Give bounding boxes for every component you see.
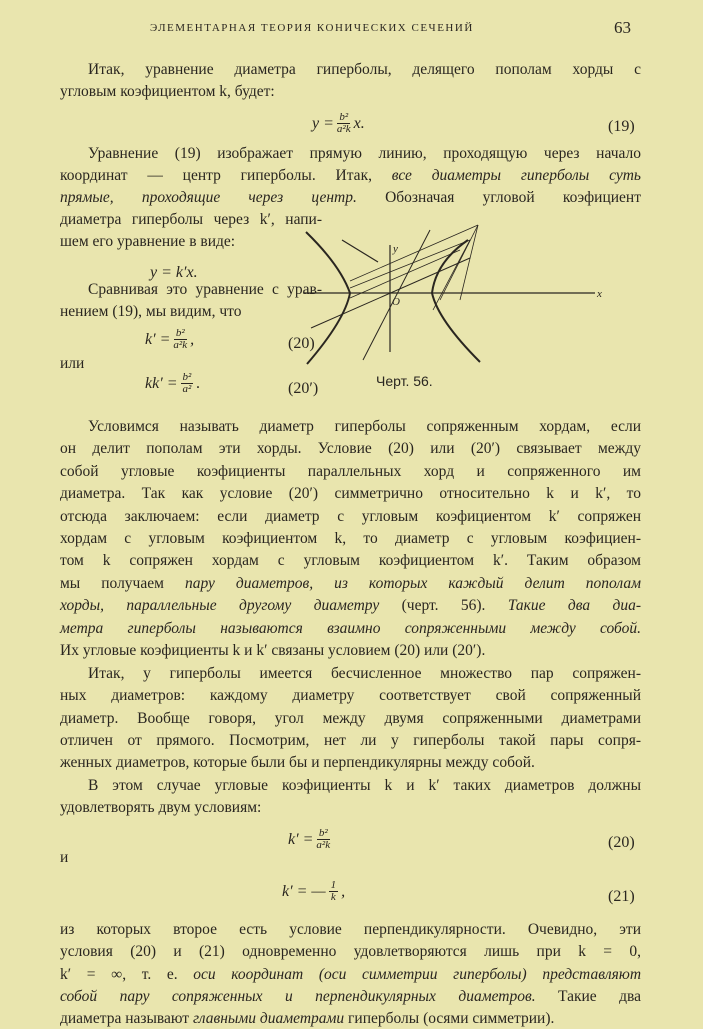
- text-segment: Условимся называть диаметр гиперболы сопряженным хордам, если: [88, 418, 641, 435]
- equation-y-kx: y = k′x.: [150, 264, 198, 281]
- equation-label: (20): [288, 335, 315, 352]
- eq-rhs: ,: [190, 330, 195, 348]
- text-segment: Итак, уравнение диаметра гиперболы, делящего пополам хорды с: [88, 61, 641, 78]
- denominator: a²k: [173, 339, 188, 351]
- text-segment: отличен от прямого. Посмотрим, нет ли у гиперболы такой пары сопря-: [60, 732, 641, 749]
- eq-rhs: ,: [341, 882, 346, 900]
- italic-text: оси координат (оси симметрии гиперболы) представляют: [193, 966, 642, 983]
- eq-lhs: kk′ =: [145, 374, 178, 392]
- running-title: ЭЛЕМЕНТАРНАЯ ТЕОРИЯ КОНИЧЕСКИХ СЕЧЕНИЙ: [150, 22, 474, 34]
- italic-text: пару диаметров, из которых каждый делит пополам: [184, 575, 641, 592]
- text-segment: диаметра гиперболы через k′, напи-: [60, 211, 322, 228]
- text-segment: Такие два: [535, 988, 641, 1005]
- text-segment: координат — центр гиперболы. Итак,: [60, 167, 392, 184]
- x-axis-label: x: [597, 288, 602, 300]
- text-segment: он делит пополам эти хорды. Условие (20) или (20′) связывает между: [60, 440, 641, 457]
- equation-label: (21): [608, 888, 635, 905]
- numerator: b²: [182, 371, 192, 383]
- text-segment: собой угловые коэфициенты параллельных хорд и сопряженного им: [60, 463, 641, 480]
- text-segment: ных диаметров: каждому диаметру соответствует свой сопряженный: [60, 687, 641, 704]
- numerator: 1: [330, 879, 337, 891]
- text-segment: из которых второе есть условие перпендикулярности. Очевидно, эти: [60, 921, 641, 938]
- text-segment: Итак, у гиперболы имеется бесчисленное множество пар сопряжен-: [88, 665, 641, 682]
- equation-label: (20): [608, 834, 635, 851]
- text-segment: В этом случае угловые коэфициенты k и k′ таких диаметров должны: [88, 777, 641, 794]
- text-segment: Сравнивая это уравнение с урав-: [88, 281, 322, 298]
- denominator: a²k: [336, 123, 351, 135]
- text-segment: хордам с угловым коэфициентом k, то диаметр с угловым коэфициен-: [60, 530, 641, 547]
- italic-text: главными диаметрами: [192, 1010, 345, 1027]
- italic-text: все диаметры гиперболы суть: [391, 167, 641, 184]
- text-segment: шем его уравнение в виде:: [60, 233, 236, 250]
- text-segment: диаметра. Так как условие (20′) симметрично относительно k и k′, то: [60, 485, 641, 502]
- eq-lhs: y =: [312, 114, 334, 132]
- text-segment: нением (19), мы видим, что: [60, 303, 242, 320]
- figure-caption: Черт. 56.: [376, 373, 433, 389]
- hyperbola-left-branch: [306, 232, 350, 364]
- text-segment: гиперболы (осями симметрии).: [344, 1010, 555, 1027]
- text-segment: диаметра называют: [60, 1010, 193, 1027]
- chord-line: [433, 240, 470, 310]
- text-segment: или: [60, 355, 85, 372]
- text-segment: условия (20) и (21) одновременно удовлетворяются лишь при k = 0,: [60, 943, 641, 960]
- text-segment: (черт. 56).: [379, 597, 508, 614]
- denominator: a²: [182, 383, 192, 395]
- denominator: k: [330, 891, 336, 903]
- text-segment: диаметр. Вообще говоря, угол между двумя сопряженными диаметрами: [60, 710, 641, 727]
- text-segment: и: [60, 849, 69, 866]
- equation-label: (19): [608, 118, 635, 135]
- eq-lhs: k′ =: [145, 330, 171, 348]
- hyperbola-right-branch: [432, 240, 480, 362]
- text-segment: Обозначая угловой коэфициент: [356, 189, 641, 206]
- chord-line: [350, 240, 470, 288]
- text-segment: удовлетворять двум условиям:: [60, 799, 262, 816]
- numerator: b²: [339, 111, 349, 123]
- chord-line: [350, 225, 478, 281]
- text-segment: Уравнение (19) изображает прямую линию, проходящую через начало: [88, 145, 641, 162]
- text-segment: отсюда заключаем: если диаметр с угловым коэфициентом k′ сопряжен: [60, 508, 641, 525]
- text-line: [60, 1009, 641, 1029]
- text-segment: женных диаметров, которые были бы и перпендикулярны между собой.: [60, 754, 535, 771]
- numerator: b²: [175, 327, 185, 339]
- eq-lhs: k′ =: [288, 830, 314, 848]
- eq-rhs: .: [196, 374, 201, 392]
- page-number: 63: [614, 18, 631, 37]
- chord-line: [460, 225, 478, 300]
- italic-text: прямые, проходящие через центр.: [60, 189, 357, 206]
- numerator: b²: [318, 827, 328, 839]
- text-segment: мы получаем: [60, 575, 185, 592]
- text-segment: k′ = ∞, т. е.: [60, 966, 194, 983]
- origin-label: O: [392, 296, 400, 308]
- eq-lhs: k′ = —: [282, 882, 326, 900]
- equation-label: (20′): [288, 380, 319, 397]
- italic-text: метра гиперболы называются взаимно сопряженными между собой.: [60, 620, 641, 637]
- italic-text: собой пару сопряженных и перпендикулярных диаметров.: [60, 988, 536, 1005]
- asymptote-line: [342, 240, 378, 262]
- eq-rhs: x.: [353, 114, 365, 132]
- chord-line: [440, 225, 478, 300]
- denominator: a²k: [316, 839, 331, 851]
- text-segment: том k сопряжен хордам с угловым коэфициентом k′. Таким образом: [60, 552, 641, 569]
- y-axis-label: y: [393, 243, 398, 255]
- text-segment: Их угловые коэфициенты k и k′ связаны условием (20) или (20′).: [60, 642, 486, 659]
- italic-text: Такие два диа-: [507, 597, 641, 614]
- italic-text: хорды, параллельные другому диаметру: [60, 597, 380, 614]
- text-segment: угловым коэфициентом k, будет:: [60, 83, 275, 100]
